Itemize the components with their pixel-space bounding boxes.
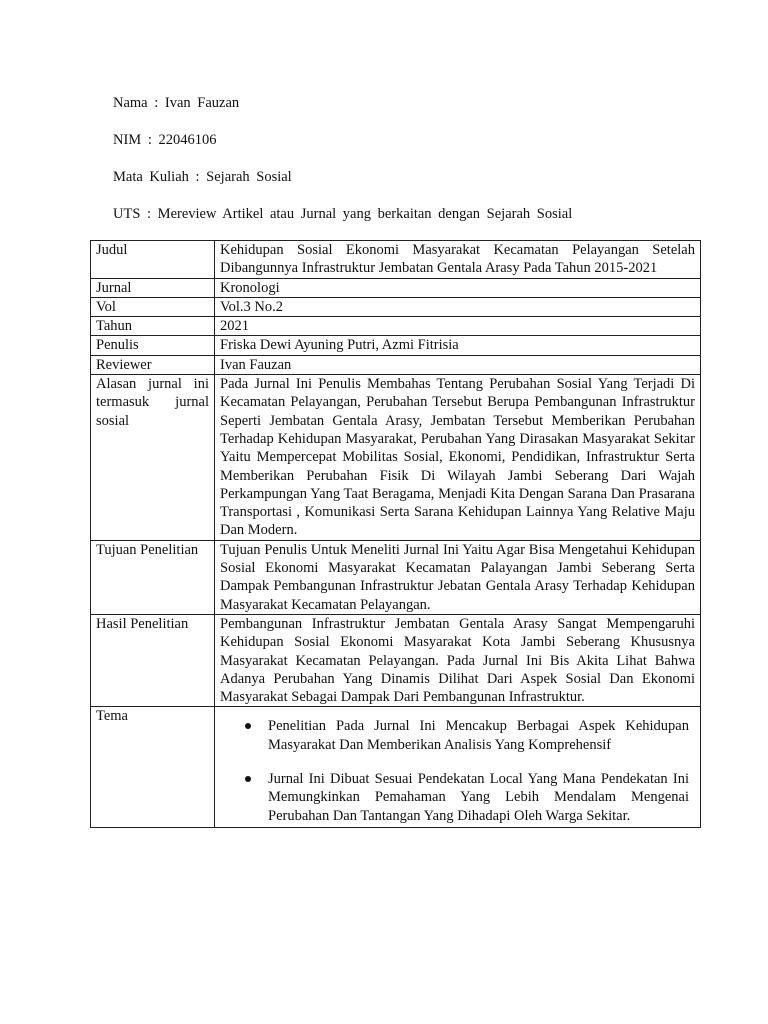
course-name: Mata Kuliah : Sejarah Sosial — [113, 169, 292, 185]
table-row — [91, 278, 701, 297]
tujuan-value: Tujuan Penulis Untuk Meneliti Jurnal Ini Yaitu Agar Bisa Mengetahui Kehidupan Sosial Ekonomi Masyarakat Kecamatan Palayangan Jambi Seberang Serta Dampak Pembangunan Infrastruktur Jebatan Gentala Arasy Terhadap Kehidupan Masyarakat Kecamatan Pelayangan. — [215, 540, 701, 614]
tahun-value: 2021 — [215, 317, 701, 336]
tema-value — [215, 707, 701, 827]
tema-label: Tema — [91, 707, 215, 827]
table-row — [91, 241, 701, 279]
table-row — [91, 375, 701, 541]
student-name: Nama : Ivan Fauzan — [113, 95, 240, 111]
hasil-value: Pembangunan Infrastruktur Jembatan Gentala Arasy Sangat Mempengaruhi Kehidupan Sosial Ekonomi Masyarakat Kota Jambi Seberang Khususnya Masyarakat Kecamatan Pelayangan. Pada Jurnal Ini Bis Akita Lihat Bahwa Adanya Perubahan Yang Dinamis Dilihat Dari Aspek Sosial Dan Ekonomi Masyarakat Sebagai Dampak Dari Pembangunan Infrastruktur. — [215, 614, 701, 706]
alasan-label: Alasan jurnal ini termasuk jurnal sosial — [91, 375, 215, 541]
vol-value: Vol.3 No.2 — [215, 297, 701, 316]
tema-list — [220, 707, 695, 826]
bullet-icon — [245, 723, 251, 729]
assignment-title: UTS : Mereview Artikel atau Jurnal yang berkaitan dengan Sejarah Sosial — [113, 206, 573, 222]
table-row — [91, 707, 701, 827]
bullet-icon — [245, 776, 251, 782]
reviewer-label: Reviewer — [91, 355, 215, 374]
list-item — [268, 770, 689, 825]
judul-value: Kehidupan Sosial Ekonomi Masyarakat Kecamatan Pelayangan Setelah Dibangunnya Infrastruktur Jembatan Gentala Arasy Pada Tahun 2015-2021 — [215, 241, 701, 279]
list-item — [268, 717, 689, 754]
document-header — [113, 94, 713, 242]
vol-label: Vol — [91, 297, 215, 316]
alasan-value: Pada Jurnal Ini Penulis Membahas Tentang Perubahan Sosial Yang Terjadi Di Kecamatan Pelayangan, Perubahan Tersebut Berupa Pembangunan Infrastruktur Seperti Jembatan Gentala Arasy, Jembatan Tersebut Memberikan Perubahan Terhadap Kehidupan Masyarakat, Perubahan Yang Dirasakan Masyarakat Sekitar Yaitu Mempercepat Mobilitas Sosial, Ekonomi, Pendidikan, Infrastruktur Serta Memberikan Perubahan Fisik Di Wilayah Jambi Seberang Dari Wajah Perkampungan Yang Taat Beragama, Menjadi Kita Dengan Sarana Dan Prasarana Transportasi , Komunikasi Serta Sarana Kehidupan Lainnya Yang Relative Maju Dan Modern. — [215, 375, 701, 541]
table-row — [91, 614, 701, 706]
table-row — [91, 336, 701, 355]
tujuan-label: Tujuan Penelitian — [91, 540, 215, 614]
table-row — [91, 355, 701, 374]
hasil-label: Hasil Penelitian — [91, 614, 215, 706]
judul-label: Judul — [91, 241, 215, 279]
tema-item-text: Penelitian Pada Jurnal Ini Mencakup Berbagai Aspek Kehidupan Masyarakat Dan Memberikan Analisis Yang Komprehensif — [268, 718, 689, 753]
jurnal-value: Kronologi — [215, 278, 701, 297]
table-row — [91, 317, 701, 336]
tahun-label: Tahun — [91, 317, 215, 336]
review-table — [90, 240, 701, 828]
table-row — [91, 540, 701, 614]
reviewer-value: Ivan Fauzan — [215, 355, 701, 374]
student-id: NIM : 22046106 — [113, 132, 217, 148]
penulis-label: Penulis — [91, 336, 215, 355]
penulis-value: Friska Dewi Ayuning Putri, Azmi Fitrisia — [215, 336, 701, 355]
tema-item-text: Jurnal Ini Dibuat Sesuai Pendekatan Local Yang Mana Pendekatan Ini Memungkinkan Pemahaman Yang Lebih Mendalam Mengenai Perubahan Dan Tantangan Yang Dihadapi Oleh Warga Sekitar. — [268, 771, 689, 824]
jurnal-label: Jurnal — [91, 278, 215, 297]
table-row — [91, 297, 701, 316]
